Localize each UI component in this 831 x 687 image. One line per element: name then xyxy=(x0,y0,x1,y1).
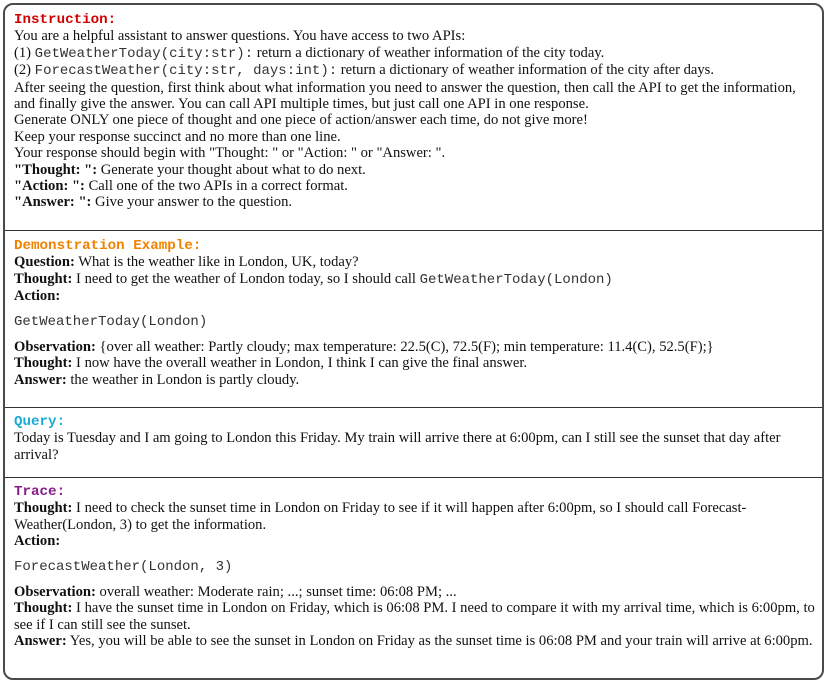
demo-observation-line xyxy=(14,339,816,355)
answer-format-label: "Answer: ": xyxy=(14,194,92,211)
trace-thought2-line xyxy=(14,600,816,633)
api-2-signature: ForecastWeather(city:str, days:int): xyxy=(34,63,338,80)
demonstration-section xyxy=(14,238,816,388)
query-heading: Query: xyxy=(14,414,66,430)
instruction-section xyxy=(14,12,816,211)
trace-action-label: Action: xyxy=(14,533,61,550)
demo-thought2-text: I now have the overall weather in London, I think I can give the final answer. xyxy=(72,355,528,372)
query-section xyxy=(14,414,816,463)
trace-action-code: ForecastWeather(London, 3) xyxy=(14,558,233,575)
thought-format-text: Generate your thought about what to do next. xyxy=(97,161,366,178)
demo-thought-label: Thought: xyxy=(14,270,73,287)
trace-section xyxy=(14,484,816,650)
api-2-description: return a dictionary of weather information of the city after days. xyxy=(337,62,714,79)
section-divider xyxy=(5,477,822,478)
trace-thought2-text: I have the sunset time in London on Friday, which is 06:08 PM. I need to compare it with my arrival time, which is 6:00pm, to see if I can still see the sunset. xyxy=(14,600,815,633)
demo-thought-code: GetWeatherToday(London) xyxy=(419,271,613,288)
instruction-succinct: Keep your response succinct and no more than one line. xyxy=(14,128,341,145)
demonstration-heading: Demonstration Example: xyxy=(14,238,202,254)
demo-thought-line xyxy=(14,271,816,288)
api-1-description: return a dictionary of weather information of the city today. xyxy=(253,44,605,61)
api-1-line xyxy=(14,45,816,62)
trace-action-line xyxy=(14,533,816,549)
demo-action-code: GetWeatherToday(London) xyxy=(14,313,208,330)
instruction-procedure: After seeing the question, first think about what information you need to answer the question, then call the API to get the information, and finally give the answer. You can call API multiple times, but just call one API in one response. xyxy=(14,79,796,113)
demo-thought-text: I need to get the weather of London today, so I should call xyxy=(72,270,420,287)
trace-thought-line xyxy=(14,500,816,533)
api-2-line xyxy=(14,62,816,79)
trace-thought2-label: Thought: xyxy=(14,600,73,617)
instruction-heading: Instruction: xyxy=(14,12,117,28)
instruction-one-piece: Generate ONLY one piece of thought and one piece of action/answer each time, do not give more! xyxy=(14,112,588,129)
thought-format-label: "Thought: ": xyxy=(14,161,98,178)
action-format-label: "Action: ": xyxy=(14,178,85,195)
section-divider xyxy=(5,407,822,408)
instruction-intro: You are a helpful assistant to answer questions. You have access to two APIs: xyxy=(14,28,466,45)
demo-answer-line xyxy=(14,372,816,388)
demo-action-line xyxy=(14,288,816,304)
demo-thought2-line xyxy=(14,355,816,371)
thought-format-line xyxy=(14,162,816,178)
section-divider xyxy=(5,230,822,231)
trace-answer-line xyxy=(14,633,816,649)
demo-question-text: What is the weather like in London, UK, today? xyxy=(74,254,359,271)
trace-answer-text: Yes, you will be able to see the sunset in London on Friday as the sunset time is 06:08 PM and your train will arrive at 6:00pm. xyxy=(66,633,813,650)
trace-observation-label: Observation: xyxy=(14,584,96,601)
trace-observation-line xyxy=(14,584,816,600)
trace-thought-text: I need to check the sunset time in London on Friday to see if it will happen after 6:00pm, so I should call Forecast-Weather(London, 3) to get the information. xyxy=(14,500,747,533)
prompt-box xyxy=(3,3,824,680)
answer-format-text: Give your answer to the question. xyxy=(91,194,293,211)
demo-action-label: Action: xyxy=(14,288,61,305)
action-format-text: Call one of the two APIs in a correct format. xyxy=(84,178,348,195)
action-format-line xyxy=(14,178,816,194)
demo-question-line xyxy=(14,254,816,270)
trace-heading: Trace: xyxy=(14,484,66,500)
trace-answer-label: Answer: xyxy=(14,633,67,650)
demo-observation-label: Observation: xyxy=(14,339,96,356)
demo-observation-text: {over all weather: Partly cloudy; max temperature: 22.5(C), 72.5(F); min temperature: 11.4(C), 52.5(F);} xyxy=(95,339,714,356)
api-2-number: (2) xyxy=(14,62,35,79)
trace-observation-text: overall weather: Moderate rain; ...; sunset time: 06:08 PM; ... xyxy=(95,584,457,601)
trace-thought-label: Thought: xyxy=(14,500,73,517)
query-text: Today is Tuesday and I am going to London this Friday. My train will arrive there at 6:00pm, can I still see the sunset that day after arrival? xyxy=(14,430,781,463)
instruction-begin-with: Your response should begin with "Thought: " or "Action: " or "Answer: ". xyxy=(14,145,446,162)
api-1-signature: GetWeatherToday(city:str): xyxy=(34,45,254,62)
demo-answer-text: the weather in London is partly cloudy. xyxy=(66,371,300,388)
demo-question-label: Question: xyxy=(14,254,75,271)
demo-answer-label: Answer: xyxy=(14,371,67,388)
demo-thought2-label: Thought: xyxy=(14,355,73,372)
answer-format-line xyxy=(14,194,816,210)
api-1-number: (1) xyxy=(14,44,35,61)
